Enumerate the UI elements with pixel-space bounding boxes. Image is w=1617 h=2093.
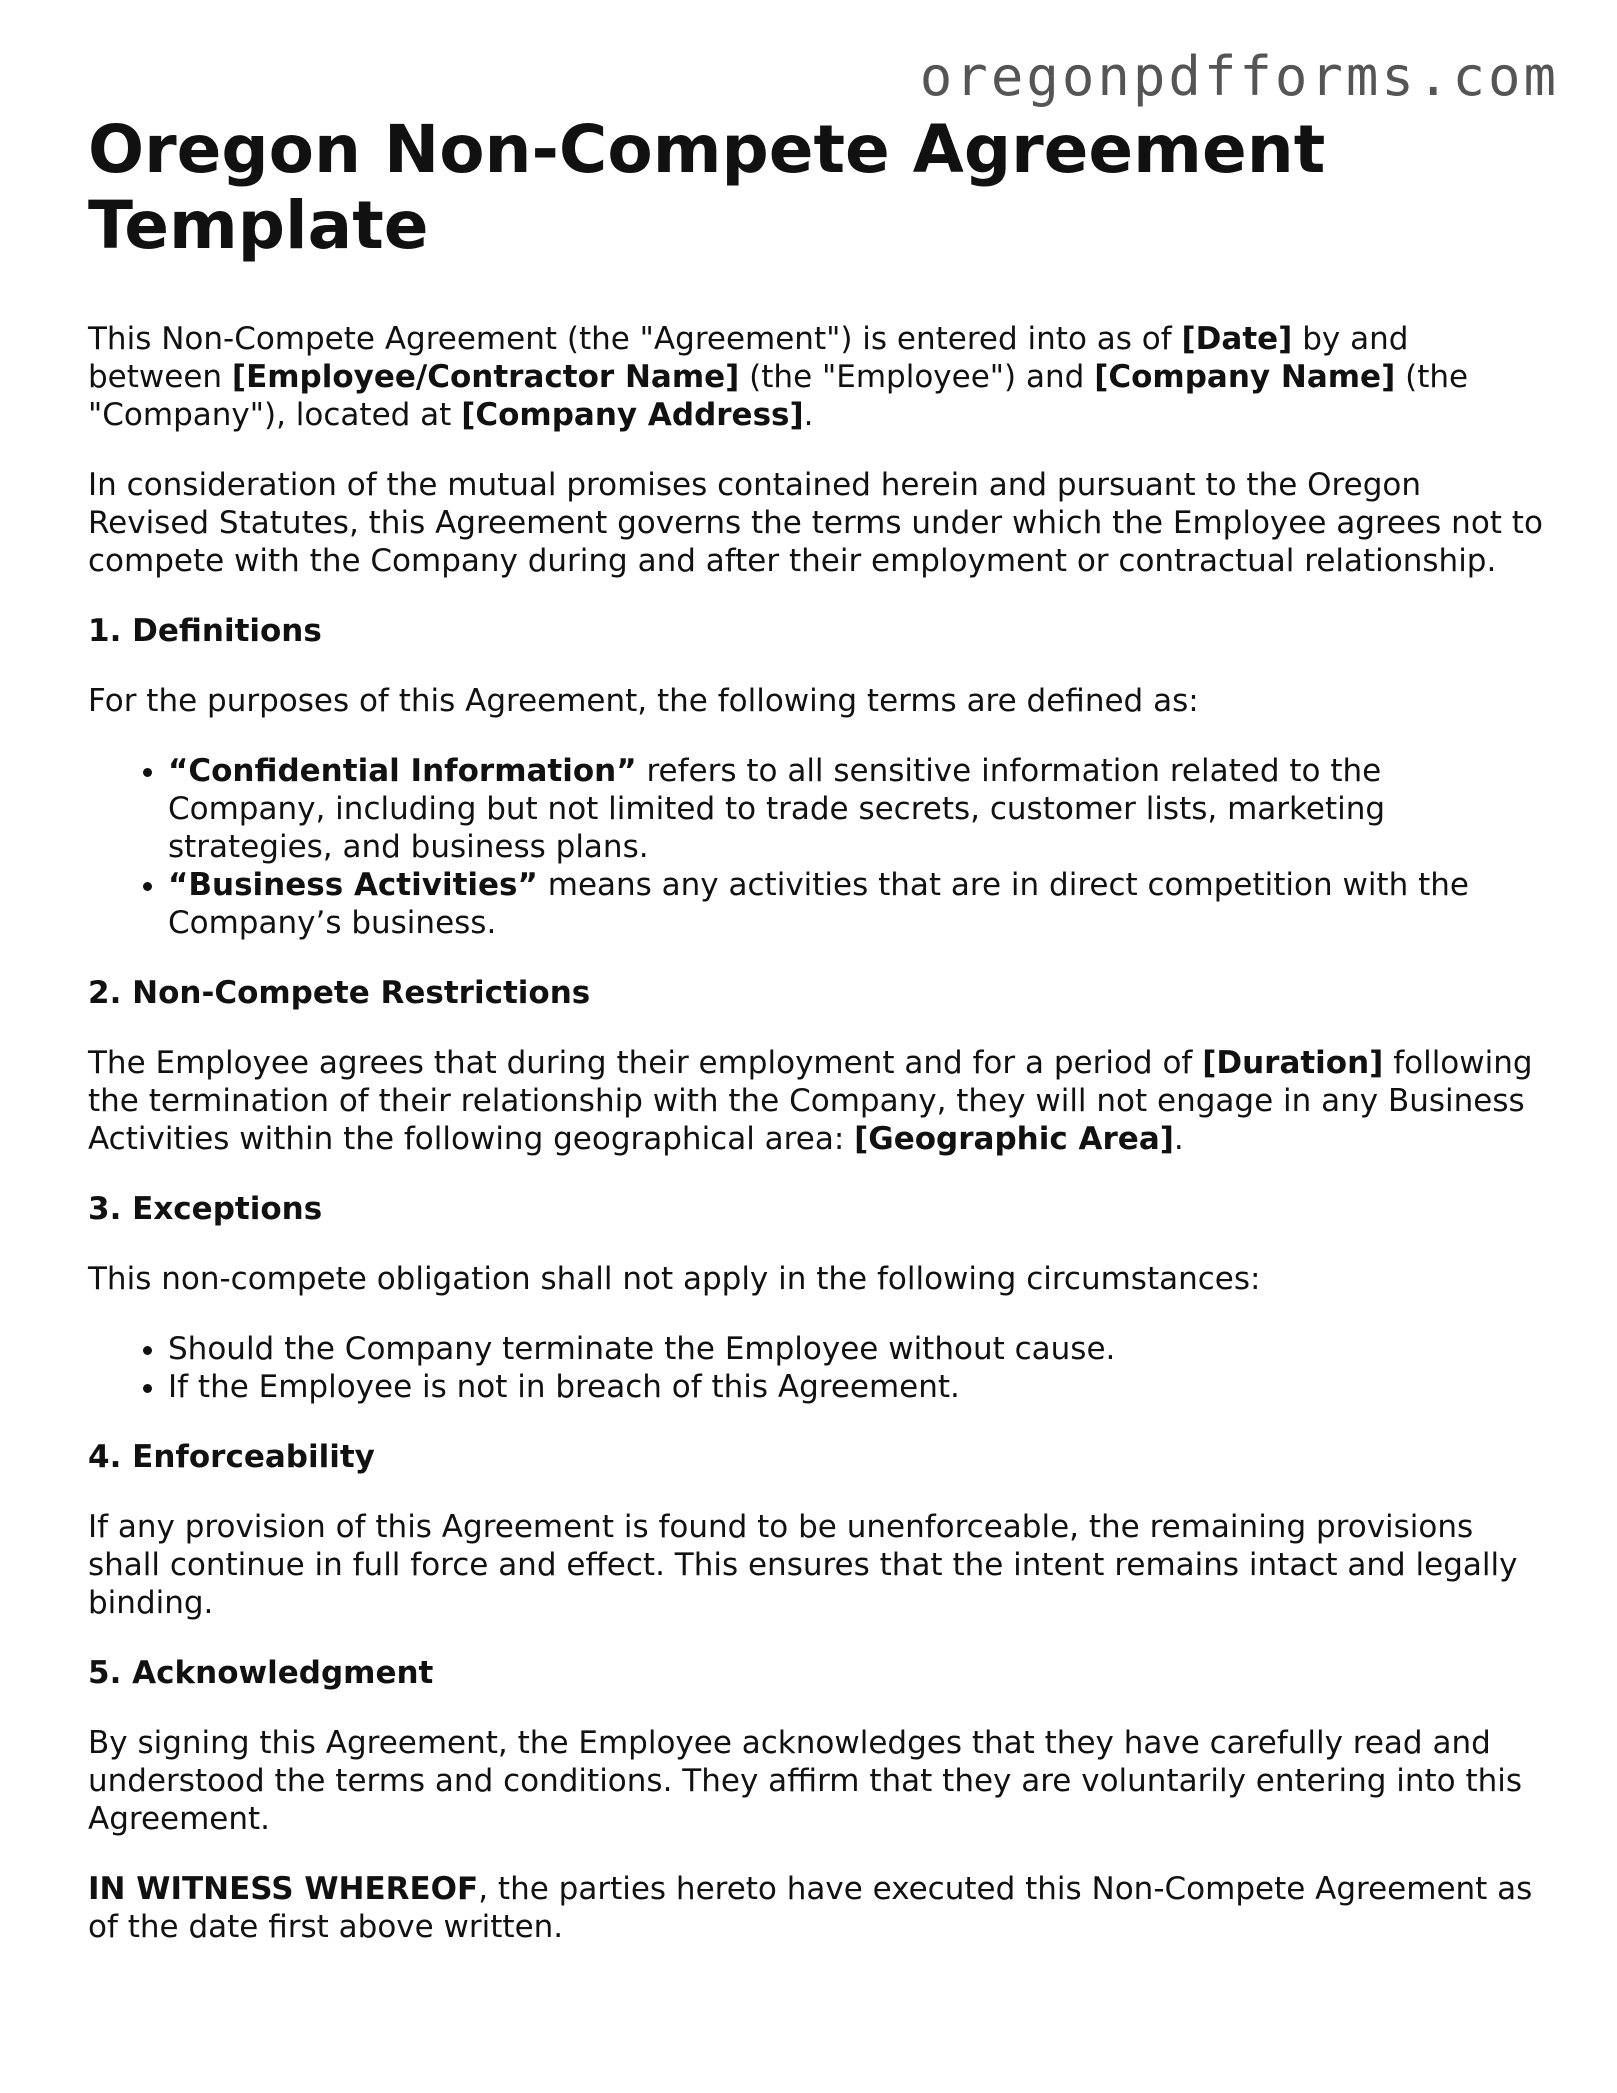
witness-lead: IN WITNESS WHEREOF	[88, 1871, 479, 1907]
intro-paragraph: This Non-Compete Agreement (the "Agreement") is entered into as of [Date] by and between [Employee/Contractor Name] (the "Employee") and [Company Name] (the "Company"), located at [Company Address].	[88, 321, 1469, 433]
company-name-placeholder: [Company Name]	[1094, 359, 1396, 395]
witness-paragraph: IN WITNESS WHEREOF, the parties hereto have executed this Non-Compete Agreement as of the date first above written.	[88, 1871, 1533, 1945]
defined-term: “Confidential Information”	[168, 753, 637, 789]
list-item: • “Confidential Information” refers to all sensitive information related to the Company, including but not limited to trade secrets, customer lists, marketing strategies, and business plans.	[168, 752, 1548, 866]
exceptions-list	[88, 1330, 1548, 1406]
section-heading-definitions: 1. Definitions	[88, 613, 322, 649]
site-watermark: oregonpdfforms.com	[919, 45, 1559, 108]
acknowledgment-paragraph: By signing this Agreement, the Employee acknowledges that they have carefully read and understood the terms and conditions. They affirm that they are voluntarily entering into this Agreement.	[88, 1725, 1523, 1837]
date-placeholder: [Date]	[1181, 321, 1293, 357]
employee-name-placeholder: [Employee/Contractor Name]	[231, 359, 740, 395]
section-heading-exceptions: 3. Exceptions	[88, 1191, 323, 1227]
duration-placeholder: [Duration]	[1202, 1045, 1384, 1081]
document-body	[88, 112, 1548, 1978]
document-title: Oregon Non-Compete Agreement Template	[88, 111, 1326, 264]
list-item: • Should the Company terminate the Employee without cause.	[168, 1330, 1548, 1368]
enforceability-paragraph: If any provision of this Agreement is found to be unenforceable, the remaining provisions shall continue in full force and effect. This ensures that the intent remains intact and legally binding.	[88, 1509, 1518, 1621]
section-heading-acknowledgment: 5. Acknowledgment	[88, 1655, 434, 1691]
consideration-paragraph: In consideration of the mutual promises contained herein and pursuant to the Oregon Revised Statutes, this Agreement governs the terms under which the Employee agrees not to compete with the Company during and after their employment or contractual relationship.	[88, 467, 1543, 579]
exceptions-lead: This non-compete obligation shall not apply in the following circumstances:	[88, 1261, 1261, 1297]
section-heading-restrictions: 2. Non-Compete Restrictions	[88, 975, 591, 1011]
restrictions-paragraph: The Employee agrees that during their employment and for a period of [Duration] following the termination of their relationship with the Company, they will not engage in any Business Activities within the following geographical area: [Geographic Area].	[88, 1045, 1533, 1157]
list-item: • If the Employee is not in breach of this Agreement.	[168, 1368, 1548, 1406]
definitions-list	[88, 752, 1548, 942]
list-item: • “Business Activities” means any activities that are in direct competition with the Company’s business.	[168, 866, 1548, 942]
geographic-area-placeholder: [Geographic Area]	[854, 1121, 1174, 1157]
section-heading-enforceability: 4. Enforceability	[88, 1439, 375, 1475]
company-address-placeholder: [Company Address]	[461, 397, 804, 433]
defined-term: “Business Activities”	[168, 867, 538, 903]
definitions-lead: For the purposes of this Agreement, the following terms are defined as:	[88, 683, 1199, 719]
